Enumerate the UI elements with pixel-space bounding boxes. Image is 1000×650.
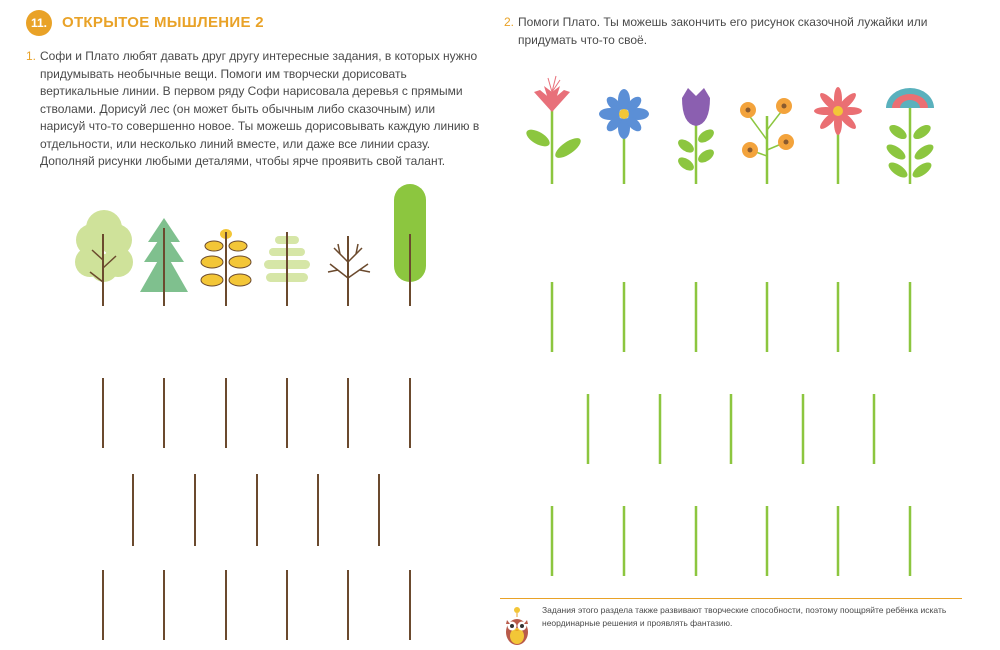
fir-tree-icon <box>140 218 188 306</box>
blue-daisy-flower-icon <box>599 89 649 184</box>
red-aster-flower-icon <box>814 87 862 184</box>
bare-tree-icon <box>328 236 370 306</box>
brown-lines-row-2 <box>133 474 379 546</box>
task-1-number: 1. <box>26 49 37 63</box>
layered-tree-icon <box>264 232 310 306</box>
purple-tulip-flower-icon <box>676 88 716 184</box>
footer-divider <box>500 598 962 599</box>
green-lines-row-1 <box>552 282 910 352</box>
orange-flower-cluster-icon <box>740 98 794 184</box>
task-2-text: Помоги Плато. Ты можешь закончить его рисунок сказочной лужайки или придумать что-то своё. <box>518 15 928 47</box>
pink-lily-flower-icon <box>524 76 584 184</box>
task-2-number: 2. <box>504 15 515 29</box>
brown-lines-row-1 <box>103 378 410 448</box>
owl-mascot-icon <box>502 606 532 648</box>
green-lines-row-2 <box>588 394 874 464</box>
brown-lines-row-3 <box>103 570 410 640</box>
page-title: ОТКРЫТОЕ МЫШЛЕНИЕ 2 <box>62 14 264 31</box>
section-number-badge: 11. <box>26 10 52 36</box>
poplar-tree-icon <box>394 184 426 306</box>
green-lines-row-3 <box>552 506 910 576</box>
footer-note: Задания этого раздела также развивают творческие способности, поэтому поощряйте ребёнка искать неординарные решения и проявлять фантазию. <box>542 605 947 628</box>
round-bush-tree-icon <box>75 210 133 306</box>
yellow-leaf-tree-icon <box>201 229 251 306</box>
task-1-text: Софи и Плато любят давать друг другу интересные задания, в которых нужно придумывать необычные вещи. Помоги им творчески дорисовать вертикальные линии. В первом ряду Софи нарисовала деревья с прямыми стволами. Дорисуй лес (он может быть обычным либо сказочным) или нарисуй что-то совершенно новое. Ты можешь дорисовывать каждую линию в отдельности, или несколько линий вместе, или даже все линии сразу. Дополняй рисунки любыми деталями, чтобы ярче проявить свой талант. <box>40 49 480 168</box>
teal-fan-flower-icon <box>884 88 936 184</box>
